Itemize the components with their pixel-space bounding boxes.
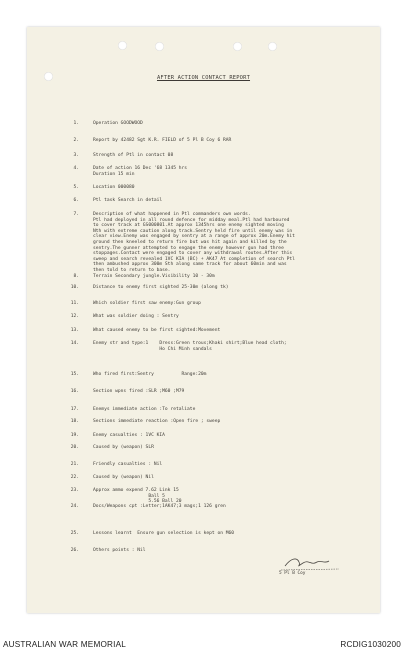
item-number: 7. xyxy=(73,212,79,217)
footer-record-id: RCDIG1030200 xyxy=(340,640,401,649)
item-number: 25. xyxy=(70,531,79,536)
item-text: Enemy str and type:1 Dress:Green trous;Khaki shirt;Blue head cloth; xyxy=(93,341,287,346)
item-number: 17. xyxy=(70,407,79,412)
item-text: Sections immediate reaction :Open fire ; sweep xyxy=(93,419,221,424)
item-text: stoppages.Contact were engaged to cover any withdrawal routes.After this xyxy=(93,251,293,257)
item-number: 14. xyxy=(70,341,79,346)
item-number: 2. xyxy=(73,138,79,143)
item-text: Which soldier first saw enemy:Gun group xyxy=(93,301,201,306)
item-text: then ambushed approx 300m Sth along same track for about 60min and was xyxy=(93,262,287,268)
item-text: Operation GOODWOOD xyxy=(93,121,143,126)
item-text: clear view.Enemy was engaged by sentry at a range of approx 20m.Enemy hit xyxy=(93,234,295,240)
item-number: 1. xyxy=(73,121,79,126)
item-number: 24. xyxy=(70,504,79,509)
item-text: Friendly casualties : Nil xyxy=(93,462,163,467)
item-text: 5.56 Ball 20 xyxy=(93,499,182,505)
item-text: Others points : Nil xyxy=(93,548,146,553)
punch-hole xyxy=(268,42,277,51)
item-text: Report by 42482 Sgt K.R. FIELD of 5 Pl B Coy 6 RAR xyxy=(93,138,232,143)
item-text: Section wpns fired :SLR ;M60 ;M79 xyxy=(93,389,185,394)
item-number: 8. xyxy=(73,274,79,279)
item-text: Date of action 16 Dec '68 1345 hrs xyxy=(93,166,188,171)
item-number: 23. xyxy=(70,488,79,493)
item-number: 16. xyxy=(70,389,79,394)
item-text: Nth with extreme caution along track.Sentry held fire until enemy was in xyxy=(93,228,293,234)
item-text: Lessons learnt Ensure gun selection is kept on M60 xyxy=(93,531,235,536)
item-text: Enemy casualties : 1VC KIA xyxy=(93,433,165,438)
document-page xyxy=(27,27,380,613)
item-number: 11. xyxy=(70,301,79,306)
punch-hole xyxy=(118,41,127,50)
item-number: 4. xyxy=(73,166,79,171)
item-text: Duration 15 min xyxy=(93,171,135,177)
item-number: 10. xyxy=(70,285,79,290)
item-text: What was soldier doing : Sentry xyxy=(93,314,179,319)
item-number: 3. xyxy=(73,153,79,158)
item-text: to cover track at GS000801.At approx 1345hrs one enemy sighted moving xyxy=(93,223,284,229)
item-number: 18. xyxy=(70,419,79,424)
item-text: sentry.The gunner attempted to engage the enemy however gun had three xyxy=(93,245,284,251)
item-number: 22. xyxy=(70,475,79,480)
item-number: 12. xyxy=(70,314,79,319)
item-text: Location 000080 xyxy=(93,185,135,190)
punch-hole xyxy=(233,42,242,51)
item-text: Distance to enemy first sighted 25-30m (along tk) xyxy=(93,285,229,290)
item-number: 21. xyxy=(70,462,79,467)
item-text: ground then kneeled to return fire but was hit again and killed by the xyxy=(93,240,287,245)
item-text: Approx ammo expend 7.62 Link 15 xyxy=(93,488,179,493)
item-number: 13. xyxy=(70,328,79,333)
report-title: AFTER ACTION CONTACT REPORT xyxy=(156,75,251,81)
item-text: Who fired first:Sentry Range:20m xyxy=(93,372,207,377)
item-number: 5. xyxy=(73,185,79,190)
item-number: 15. xyxy=(70,372,79,377)
signature-label: 5 Pl B Coy xyxy=(279,571,306,576)
signature-mark xyxy=(281,554,341,572)
item-text: What caused enemy to be first sighted:Movement xyxy=(93,328,221,333)
item-text: Description of what happened in Ptl commanders own words. xyxy=(93,212,251,217)
item-text: Enemys immediate action :To retaliate xyxy=(93,407,196,412)
item-text: Terrain Secondary jungle.Visibility 10 - 30m xyxy=(93,274,215,279)
punch-hole xyxy=(155,42,164,51)
item-number: 20. xyxy=(70,445,79,450)
item-number: 19. xyxy=(70,433,79,438)
item-text: Caused by (weapon) Nil xyxy=(93,475,154,480)
item-text: Ptl task Search in detail xyxy=(93,198,163,203)
item-text: sweep and search revealed 1VC KIA (BC) + AK47 At completion of search Ptl xyxy=(93,256,295,262)
item-number: 26. xyxy=(70,548,79,553)
item-text: Caused by (weapon) SLR xyxy=(93,445,154,450)
item-text: Ho Chi Minh sandals xyxy=(93,346,212,352)
item-text: Ball 5 xyxy=(93,493,165,499)
item-text: Strength of Ptl in contact 08 xyxy=(93,153,174,158)
item-text: then told to return to base. xyxy=(93,268,171,273)
item-text: Docs/Weapons cpt :Letter;1AK47;3 mags;1 126 gren xyxy=(93,504,226,509)
item-text: Ptl had deployed in all round defence for midday meal.Ptl had harboured xyxy=(93,217,290,223)
footer-archive-name: AUSTRALIAN WAR MEMORIAL xyxy=(3,640,127,649)
item-number: 6. xyxy=(73,198,79,203)
